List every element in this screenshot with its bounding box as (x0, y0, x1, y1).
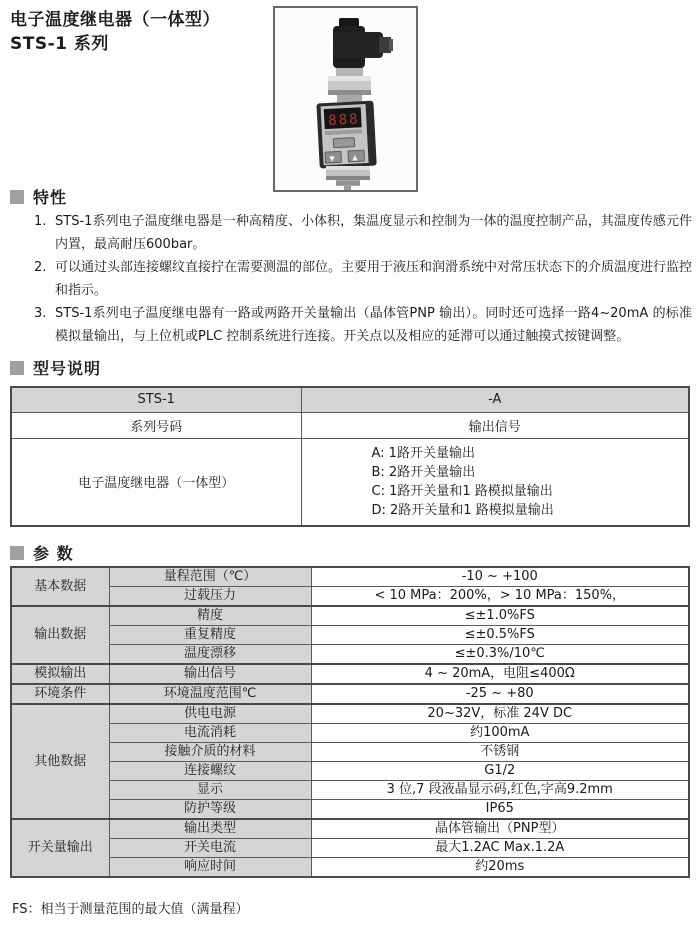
section-marker-icon (10, 546, 24, 560)
param-value: 晶体管输出（PNP型） (311, 819, 689, 839)
list-item-text: 可以通过头部连接螺纹直接拧在需要测温的部位。主要用于液压和润滑系统中对常压状态下的介质温度进行监控和指示。 (55, 260, 693, 298)
param-name: 输出类型 (109, 819, 311, 839)
model-heading-text: 型号说明 (33, 359, 102, 378)
model-label-output: 输出信号 (301, 412, 689, 438)
product-photo (275, 8, 416, 190)
table-row (11, 743, 689, 762)
param-name: 响应时间 (109, 858, 311, 878)
param-value: 3 位,7 段液晶显示码,红色,字高9.2mm (311, 781, 689, 800)
table-row (11, 412, 689, 438)
param-value: ≤±0.3%/10℃ (311, 645, 689, 665)
model-code-suffix: -A (301, 387, 689, 412)
option-line: D: 2路开关量和1 路模拟量输出 (371, 502, 554, 518)
lower-hex-fitting (326, 166, 370, 190)
param-name: 重复精度 (109, 626, 311, 645)
table-row (11, 438, 689, 526)
product-image-box (273, 6, 418, 192)
product-title-line1: 电子温度继电器（一体型） (10, 10, 220, 30)
list-item-number: 2. (34, 260, 47, 275)
param-value: 不锈钢 (311, 743, 689, 762)
features-list (34, 210, 692, 348)
param-value: 4 ~ 20mA，电阻≤400Ω (311, 664, 689, 684)
param-name: 输出信号 (109, 664, 311, 684)
table-row (11, 606, 689, 626)
param-name: 开关电流 (109, 839, 311, 858)
param-name: 精度 (109, 606, 311, 626)
param-value: 最大1.2AC Max.1.2A (311, 839, 689, 858)
param-name: 温度漂移 (109, 645, 311, 665)
params-section-heading (10, 541, 74, 564)
table-row (11, 664, 689, 684)
device-body (316, 101, 376, 169)
table-row (11, 858, 689, 878)
features-section-heading (10, 185, 67, 208)
up-arrow-icon: ▲ (352, 153, 358, 162)
param-value: 约20ms (311, 858, 689, 878)
table-row (11, 587, 689, 607)
option-line: A: 1路开关量输出 (371, 445, 475, 461)
table-row (11, 387, 689, 412)
param-name: 供电电源 (109, 704, 311, 724)
table-row (11, 819, 689, 839)
product-title-line2: STS-1 系列 (10, 34, 109, 54)
params-heading-text: 参 数 (33, 544, 74, 563)
param-value: G1/2 (311, 762, 689, 781)
param-value: -25 ~ +80 (311, 684, 689, 704)
page-title (10, 8, 270, 56)
list-item-text: STS-1系列电子温度继电器是一种高精度、小体积，集温度显示和控制为一体的温度控制产品，其温度传感元件内置，最高耐压600bar。 (55, 214, 692, 252)
param-value: 约100mA (311, 724, 689, 743)
list-item (34, 256, 692, 302)
option-line: C: 1路开关量和1 路模拟量输出 (371, 483, 553, 499)
param-group: 基本数据 (11, 567, 109, 606)
upper-hex-fitting (328, 68, 371, 102)
param-name: 防护等级 (109, 800, 311, 820)
param-group: 模拟输出 (11, 664, 109, 684)
table-row (11, 839, 689, 858)
params-table (10, 566, 690, 878)
model-code-series: STS-1 (11, 387, 301, 412)
param-group: 开关量输出 (11, 819, 109, 877)
param-name: 接触介质的材料 (109, 743, 311, 762)
elbow-connector-icon (333, 18, 393, 68)
table-row (11, 724, 689, 743)
param-name: 环境温度范围℃ (109, 684, 311, 704)
param-name: 过载压力 (109, 587, 311, 607)
model-section-heading (10, 356, 101, 379)
param-group: 其他数据 (11, 704, 109, 819)
param-value: -10 ~ +100 (311, 567, 689, 587)
param-group: 输出数据 (11, 606, 109, 664)
list-item (34, 302, 692, 348)
features-heading-text: 特性 (33, 188, 68, 207)
param-value: ≤±0.5%FS (311, 626, 689, 645)
param-value: IP65 (311, 800, 689, 820)
table-row (11, 800, 689, 820)
param-group: 环境条件 (11, 684, 109, 704)
param-value: < 10 MPa：200%，> 10 MPa：150%， (311, 587, 689, 607)
param-name: 连接螺纹 (109, 762, 311, 781)
list-item-text: STS-1系列电子温度继电器有一路或两路开关量输出（晶体管PNP 输出）。同时还可选择一路4~20mA 的标准模拟量输出，与上位机或PLC 控制系统进行连接。开关点以及相应的延滞可以通过触摸式按键调整。 (55, 306, 692, 344)
param-name: 电流消耗 (109, 724, 311, 743)
model-output-options (301, 438, 689, 526)
table-row (11, 626, 689, 645)
section-marker-icon (10, 190, 24, 204)
param-name: 显示 (109, 781, 311, 800)
param-name: 量程范围（℃） (109, 567, 311, 587)
model-product-name: 电子温度继电器（一体型） (11, 438, 301, 526)
probe-tip (344, 186, 351, 190)
fs-footnote: FS：相当于测量范围的最大值（满量程） (12, 902, 249, 917)
table-row (11, 762, 689, 781)
list-item (34, 210, 692, 256)
table-row (11, 704, 689, 724)
model-label-series: 系列号码 (11, 412, 301, 438)
param-value: ≤±1.0%FS (311, 606, 689, 626)
param-value: 20~32V，标准 24V DC (311, 704, 689, 724)
down-arrow-icon: ▼ (329, 154, 335, 163)
table-row (11, 684, 689, 704)
mode-button (333, 138, 354, 148)
display-digits-text: 888 (327, 111, 361, 129)
section-marker-icon (10, 361, 24, 375)
model-table (10, 386, 690, 527)
table-row (11, 567, 689, 587)
table-row (11, 645, 689, 665)
table-row (11, 781, 689, 800)
list-item-number: 3. (34, 306, 47, 321)
option-line: B: 2路开关量输出 (371, 464, 476, 480)
list-item-number: 1. (34, 214, 47, 229)
